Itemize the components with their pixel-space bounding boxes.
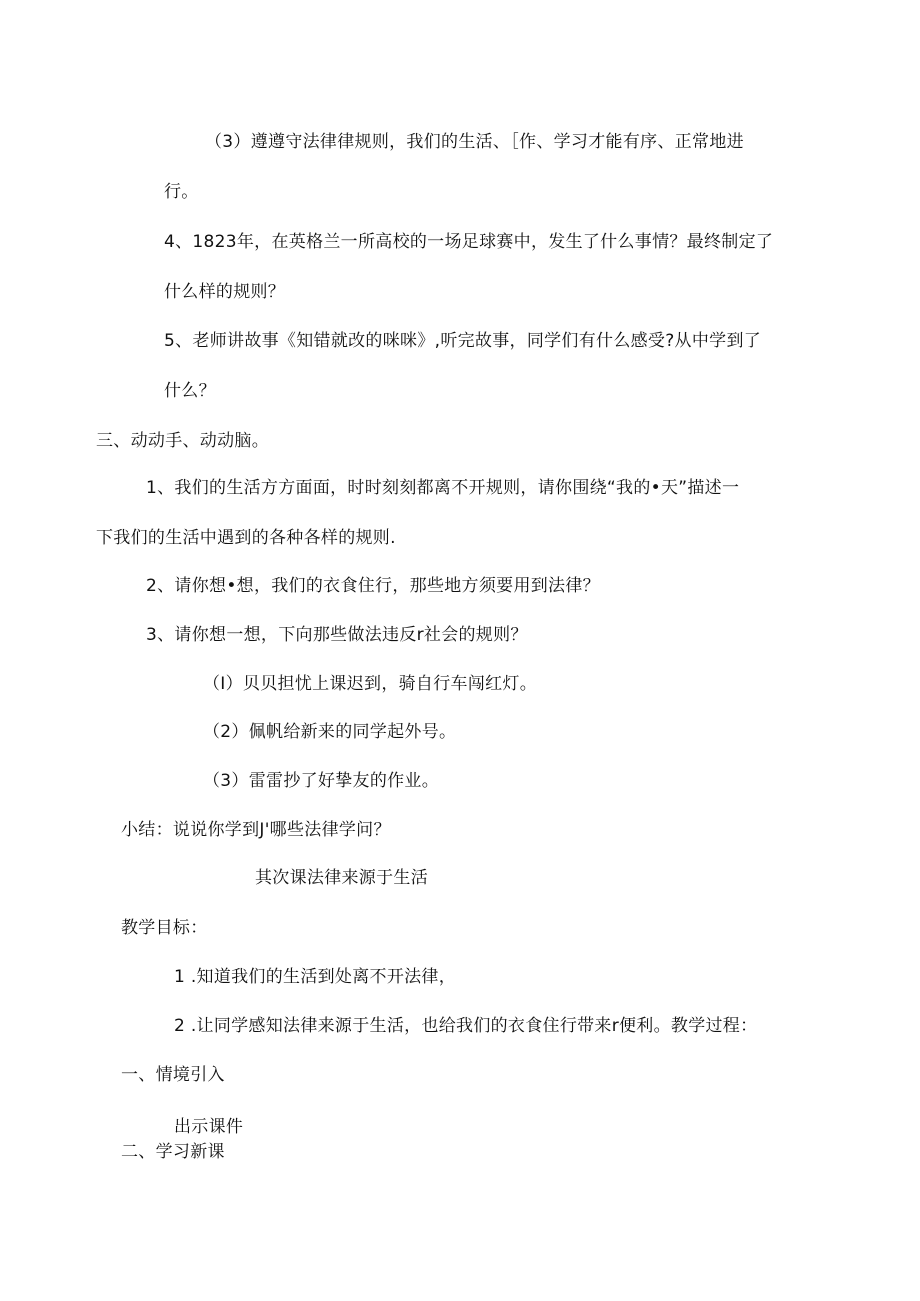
- section-heading: 二、学习新课: [121, 1142, 225, 1162]
- text-line: （3）遵遵守法律律规则，我们的生活、［作、学习才能有序、正常地进: [205, 132, 744, 152]
- text-line: 什么？: [164, 381, 216, 401]
- text-line: 1 .知道我们的生活到处离不开法律，: [174, 967, 457, 987]
- text-line: 5、老师讲故事《知错就改的咪咪》,听完故事，同学们有什么感受?从中学到了: [164, 331, 762, 351]
- text-line: （I）贝贝担忧上课迟到，骑自行车闯红灯。: [203, 674, 538, 694]
- text-line: （2）佩帆给新来的同学起外号。: [203, 722, 457, 742]
- text-line: 3、请你想一想，下向那些做法违反r社会的规则？: [146, 625, 528, 645]
- lesson-title: 其次课法律来源于生活: [255, 868, 428, 888]
- text-line: 2、请你想•想，我们的衣食住行，那些地方须要用到法律？: [146, 576, 600, 596]
- text-line: 4、1823年，在英格兰一所高校的一场足球赛中，发生了什么事情？最终制定了: [164, 232, 774, 252]
- summary-line: 小结：说说你学到J'哪些法律学问？: [121, 820, 391, 840]
- text-line: 行。: [164, 182, 199, 202]
- text-line: 教学目标：: [121, 918, 208, 938]
- text-line: 2 .让同学感知法律来源于生活，也给我们的衣食住行带来r便利。教学过程：: [174, 1016, 758, 1036]
- text-line: 下我们的生活中遇到的各种各样的规则.: [96, 528, 396, 548]
- text-line: 1、我们的生活方方面面，时时刻刻都离不开规则，请你围绕“我的•天”描述一: [146, 478, 740, 498]
- section-heading: 三、动动手、动动脑。: [96, 431, 269, 451]
- text-line: （3）雷雷抄了好挚友的作业。: [203, 771, 440, 791]
- text-line: 什么样的规则？: [164, 282, 286, 302]
- text-line: 出示课件: [174, 1117, 244, 1137]
- section-heading: 一、情境引入: [121, 1065, 225, 1085]
